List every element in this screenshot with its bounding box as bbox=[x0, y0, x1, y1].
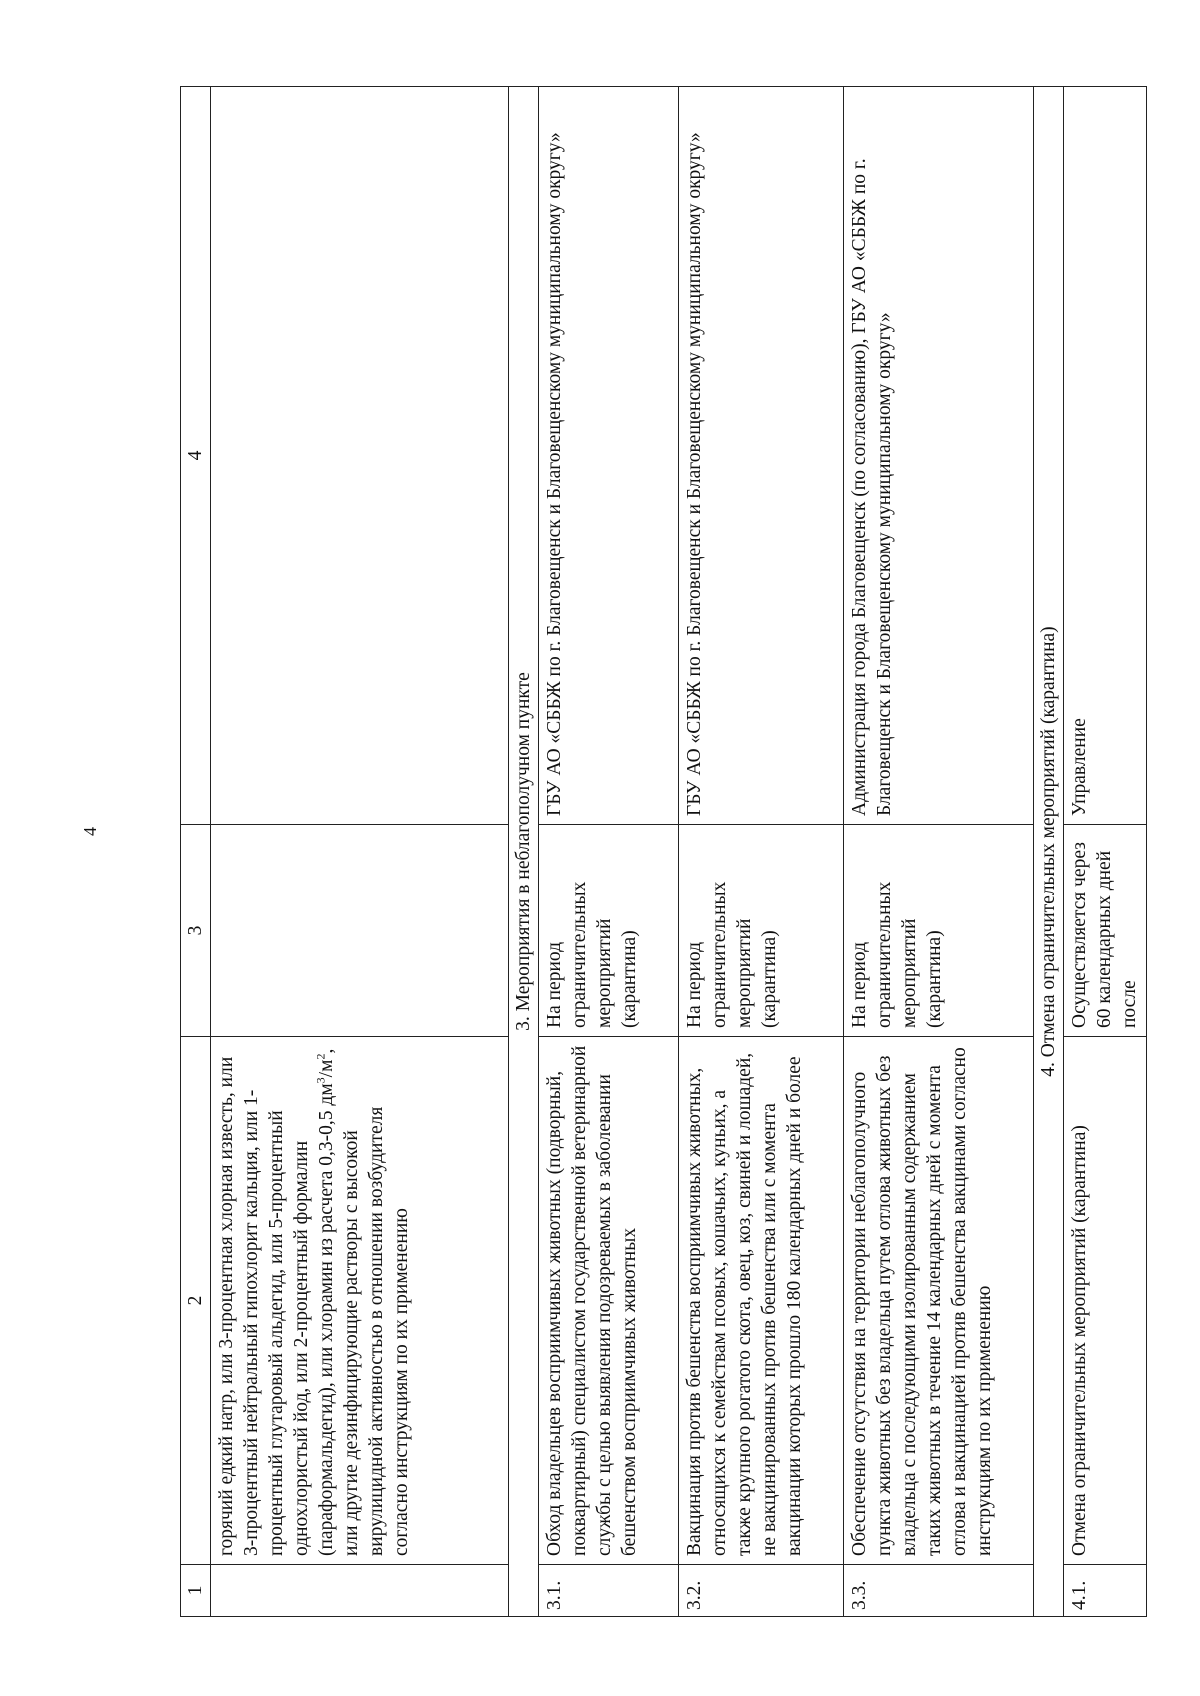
superscript-square: 2 bbox=[313, 1053, 328, 1060]
table-row bbox=[679, 87, 844, 1617]
table-row bbox=[1064, 87, 1147, 1617]
row-responsible: ГБУ АО «СББЖ по г. Благовещенск и Благовещенскому муниципальному округу» bbox=[679, 87, 844, 825]
section-4-row bbox=[1034, 87, 1064, 1617]
section-3-title: 3. Мероприятия в неблагополучном пункте bbox=[509, 87, 539, 1617]
section-4-title: 4. Отмена ограничительных мероприятий (карантина) bbox=[1034, 87, 1064, 1617]
table-row bbox=[539, 87, 679, 1617]
page-number: 4 bbox=[80, 827, 100, 836]
row-description: Обход владельцев восприимчивых животных (подворный, поквартирный) специалистом государственной ветеринарной службы с целью выявления подозреваемых в заболевании бешенством восприимчивых животных bbox=[539, 1037, 679, 1565]
row-responsible: ГБУ АО «СББЖ по г. Благовещенск и Благовещенскому муниципальному округу» bbox=[539, 87, 679, 825]
section-3-row bbox=[509, 87, 539, 1617]
row-number: 3.3. bbox=[844, 1565, 1034, 1617]
row-description: Вакцинация против бешенства восприимчивых животных, относящихся к семействам псовых, кошачьих, куньих, а также крупного рогатого скота, овец, коз, свиней и лошадей, не вакцинированных против бешенства или с момента вакцинации которых прошло 180 календарных дней и более bbox=[679, 1037, 844, 1565]
header-col-2: 2 bbox=[181, 1037, 211, 1565]
desc-part-2: /м bbox=[316, 1059, 337, 1078]
header-col-1: 1 bbox=[181, 1565, 211, 1617]
row-number bbox=[211, 1565, 509, 1617]
row-term: На период ограничительных мероприятий (карантина) bbox=[679, 825, 844, 1037]
row-responsible: Управление bbox=[1064, 87, 1147, 825]
measures-table bbox=[180, 86, 1147, 1617]
row-number: 3.2. bbox=[679, 1565, 844, 1617]
table-row bbox=[844, 87, 1034, 1617]
header-col-3: 3 bbox=[181, 825, 211, 1037]
row-term: На период ограничительных мероприятий (карантина) bbox=[539, 825, 679, 1037]
row-term: Осуществляется через 60 календарных дней после bbox=[1064, 825, 1147, 1037]
table-header-row bbox=[181, 87, 211, 1617]
desc-part-3: , или другие дезинфицирующие растворы с высокой вирулицидной активностью в отношении возбудителя согласно инструкциям по их применению bbox=[316, 1048, 412, 1556]
header-col-4: 4 bbox=[181, 87, 211, 825]
row-term bbox=[211, 825, 509, 1037]
desc-part-1: горячий едкий натр, или 3-процентная хлорная известь, или 3-процентный нейтральный гипохлорит кальция, или 1-процентный глутаровый альдегид, или 5-процентный однохлористый йод, или 2-процентный формалин (параформальдегид), или хлорамин из расчета 0,3-0,5 дм bbox=[216, 1056, 337, 1556]
row-number: 3.1. bbox=[539, 1565, 679, 1617]
row-responsible bbox=[211, 87, 509, 825]
table-row-continuation bbox=[211, 87, 509, 1617]
row-number: 4.1. bbox=[1064, 1565, 1147, 1617]
row-responsible: Администрация города Благовещенск (по согласованию), ГБУ АО «СББЖ по г. Благовещенск и Благовещенскому муниципальному округу» bbox=[844, 87, 1034, 825]
row-term: На период ограничительных мероприятий (карантина) bbox=[844, 825, 1034, 1037]
superscript-cubic: 3 bbox=[313, 1077, 328, 1084]
row-description: Отмена ограничительных мероприятий (карантина) bbox=[1064, 1037, 1147, 1565]
row-description: Обеспечение отсутствия на территории неблагополучного пункта животных без владельца путем отлова животных без владельца с последующими изолированным содержанием таких животных в течение 14 календарных дней с момента отлова и вакцинацией против бешенства вакцинами согласно инструкциям по их применению bbox=[844, 1037, 1034, 1565]
rotated-table-container bbox=[180, 87, 1147, 1617]
row-description bbox=[211, 1037, 509, 1565]
